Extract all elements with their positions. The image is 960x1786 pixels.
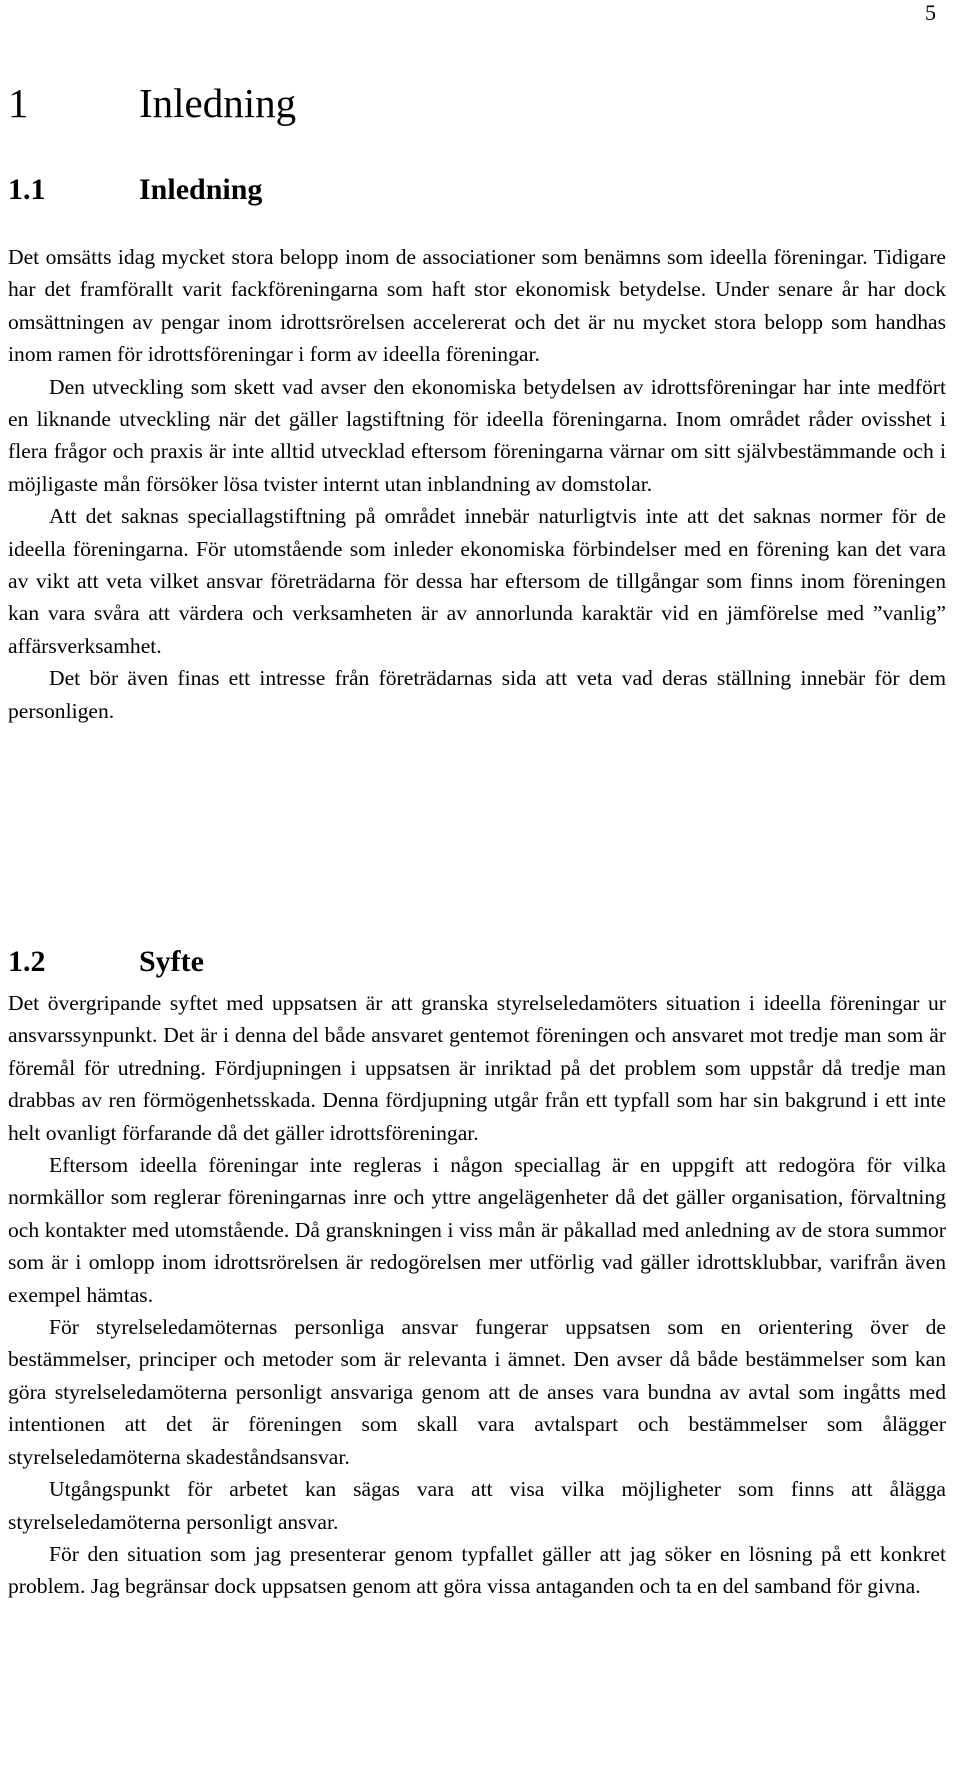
paragraph: Att det saknas speciallagstiftning på området innebär naturligtvis inte att det saknas normer för de ideella föreningarna. För utomstående som inleder ekonomiska förbindelser med en förening kan det vara av vikt att veta vilket ansvar företrädarna för dessa har eftersom de tillgångar som finns inom föreningen kan vara svåra att värdera och verksamheten är av annorlunda karaktär vid en jämförelse med ”vanlig” affärsverksamhet. — [8, 504, 946, 658]
section-number: 1.2 — [8, 945, 46, 978]
section-heading-inledning — [8, 172, 262, 208]
paragraph: Den utveckling som skett vad avser den ekonomiska betydelsen av idrottsföreningar har inte medfört en liknande utveckling när det gäller lagstiftning för ideella föreningarna. Inom området råder ovisshet i flera frågor och praxis är inte alltid utvecklad eftersom föreningarna värnar om sitt självbestämmande och i möjligaste mån försöker lösa tvister internt utan inblandning av domstolar. — [8, 374, 946, 496]
section-heading-syfte — [8, 944, 204, 980]
section-title: Syfte — [139, 945, 204, 978]
chapter-title: Inledning — [139, 80, 297, 126]
chapter-number: 1 — [8, 80, 29, 126]
section-number: 1.1 — [8, 173, 46, 206]
section-body-syfte — [8, 987, 946, 1603]
paragraph: Det omsätts idag mycket stora belopp inom de associationer som benämns som ideella föreningar. Tidigare har det framförallt varit fackföreningarna som haft stor ekonomisk betydelse. Under senare år har dock omsättningen av pengar inom idrottsrörelsen accelererat och det är nu mycket stora belopp som handhas inom ramen för idrottsföreningar i form av ideella föreningar. — [8, 245, 946, 367]
paragraph: Utgångspunkt för arbetet kan sägas vara att visa vilka möjligheter som finns att ålägga styrelseledamöterna personligt ansvar. — [8, 1477, 946, 1534]
page-number: 5 — [925, 0, 936, 25]
paragraph: Det övergripande syftet med uppsatsen är att granska styrelseledamöters situation i ideella föreningar ur ansvarssynpunkt. Det är i denna del både ansvaret gentemot föreningen och ansvaret mot tredje man som är föremål för utredning. Fördjupningen i uppsatsen är inriktad på det problem som uppstår då tredje man drabbas av ren förmögenhetsskada. Denna fördjupning utgår från ett typfall som har sin bakgrund i ett inte helt ovanligt förfarande då det gäller idrottsföreningar. — [8, 991, 946, 1145]
paragraph: Eftersom ideella föreningar inte regleras i någon speciallag är en uppgift att redogöra för vilka normkällor som reglerar föreningarnas inre och yttre angelägenheter då det gäller organisation, förvaltning och kontakter med utomstående. Då granskningen i viss mån är påkallad med anledning av de stora summor som är i omlopp inom idrottsrörelsen är redogörelsen mer utförlig vad gäller idrottsklubbar, varifrån även exempel hämtas. — [8, 1153, 946, 1307]
chapter-heading — [8, 78, 296, 128]
paragraph: Det bör även finas ett intresse från företrädarnas sida att veta vad deras ställning innebär för dem personligen. — [8, 666, 946, 723]
section-title: Inledning — [139, 173, 263, 206]
paragraph: För den situation som jag presenterar genom typfallet gäller att jag söker en lösning på ett konkret problem. Jag begränsar dock uppsatsen genom att göra vissa antaganden och ta en del samband för givna. — [8, 1541, 946, 1599]
paragraph: För styrelseledamöternas personliga ansvar fungerar uppsatsen som en orientering över de bestämmelser, principer och metoder som är relevanta i ämnet. Den avser då både bestämmelser som kan göra styrelseledamöterna personligt ansvariga genom att de anses vara bundna av avtal som ingåtts med intentionen att det är föreningen som skall vara avtalspart och bestämmelser som ålägger styrelseledamöterna skadeståndsansvar. — [8, 1315, 946, 1469]
section-body-inledning — [8, 241, 946, 727]
